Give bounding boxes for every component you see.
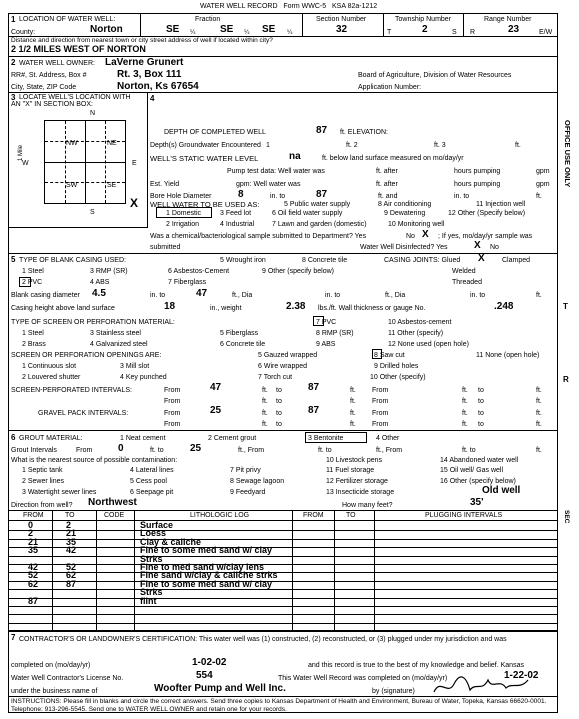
range-label: Range Number xyxy=(484,16,532,23)
casing-weight: 2.38 xyxy=(286,301,306,312)
direction-value: Northwest xyxy=(88,497,137,508)
license-number: 554 xyxy=(196,670,213,681)
township-number: 2 xyxy=(422,24,428,35)
log-header-to: TO xyxy=(65,512,75,519)
bore-diameter: 8 xyxy=(238,189,244,200)
log-description: Loess xyxy=(140,528,167,539)
location-label: LOCATION OF WATER WELL: xyxy=(19,16,116,23)
depth-value: 87 xyxy=(316,125,328,136)
log-description: Fine to med sand w/clay lens xyxy=(140,562,265,572)
log-header-plug-from: FROM xyxy=(303,512,324,519)
gravel-to: 87 xyxy=(308,405,320,416)
fraction-label: Fraction xyxy=(195,16,221,23)
grout-from: 0 xyxy=(118,443,124,454)
section-1-number: 1 xyxy=(11,15,16,24)
log-from: 35 xyxy=(28,545,39,556)
section-number-label: Section Number xyxy=(316,16,367,23)
log-description: Fine to some med sand w/ clay xyxy=(140,578,273,589)
signature xyxy=(430,672,540,698)
application-number-label: Application Number: xyxy=(358,84,422,91)
log-header-lithologic: LITHOLOGIC LOG xyxy=(190,512,250,519)
location-mark: X xyxy=(130,196,139,210)
log-description: Strks xyxy=(140,553,163,564)
township-label: Township Number xyxy=(395,16,452,23)
log-from: 62 xyxy=(28,578,39,589)
section-number: 32 xyxy=(336,24,348,35)
bore-depth: 87 xyxy=(316,189,328,200)
distance-value: 2 1/2 MILES WEST OF NORTON xyxy=(11,44,146,54)
section-3-number: 3 xyxy=(11,93,16,102)
log-from: 87 xyxy=(28,595,39,606)
log-description: Strks xyxy=(140,587,163,598)
other-contamination: Old well xyxy=(482,485,521,496)
section-2-number: 2 xyxy=(11,58,16,67)
casing-depth: 47 xyxy=(196,288,208,299)
log-from: 42 xyxy=(28,562,39,572)
address-value: Rt. 3, Box 111 xyxy=(117,69,182,80)
address-label: RR#, St. Address, Box # xyxy=(11,72,87,79)
casing-label: TYPE OF BLANK CASING USED: xyxy=(19,257,126,264)
section-6-number: 6 xyxy=(11,433,16,442)
log-description: Clay & caliche xyxy=(140,536,202,547)
log-description: Surface xyxy=(140,520,174,530)
static-level-label: WELL'S STATIC WATER LEVEL xyxy=(150,154,259,163)
log-to: 35 xyxy=(66,536,77,547)
fraction-2: SE xyxy=(220,24,234,35)
log-description: Fine sand w/clay & caliche strks xyxy=(140,570,278,581)
feet-value: 35' xyxy=(470,497,484,508)
log-header-plugging: PLUGGING INTERVALS xyxy=(425,512,503,519)
log-header-plug-to: TO xyxy=(346,512,356,519)
bore-label: Bore Hole Diameter xyxy=(150,193,212,200)
section-5-number: 5 xyxy=(11,255,16,264)
section-4-number: 4 xyxy=(150,94,155,103)
log-header-code: CODE xyxy=(104,512,125,519)
city-label: City, State, ZIP Code xyxy=(11,84,77,91)
perforated-from: 47 xyxy=(210,382,222,393)
depth-label: DEPTH OF COMPLETED WELL xyxy=(164,129,266,136)
board-label: Board of Agriculture, Division of Water Resources xyxy=(358,72,512,79)
fraction-1: SE xyxy=(166,24,180,35)
log-description: Fine to some med sand w/ clay xyxy=(140,545,273,556)
perforated-to: 87 xyxy=(308,382,320,393)
log-from: 0 xyxy=(28,520,34,530)
use-label: WELL WATER TO BE USED AS: xyxy=(150,200,260,209)
log-to: 62 xyxy=(66,570,77,581)
section-7-number: 7 xyxy=(11,633,16,642)
log-description: flint xyxy=(140,595,157,606)
gauge-value: .248 xyxy=(494,301,514,312)
distance-label: Distance and direction from nearest town or city street address of well if located within city? xyxy=(11,37,273,44)
county-label: County: xyxy=(11,29,36,36)
gravel-from: 25 xyxy=(210,405,222,416)
owner-value: LaVerne Grunert xyxy=(105,57,184,68)
groundwater-label: Depth(s) Groundwater Encountered xyxy=(150,142,261,149)
log-from: 21 xyxy=(28,536,39,547)
casing-diameter: 4.5 xyxy=(92,288,106,299)
log-to: 87 xyxy=(66,578,77,589)
city-value: Norton, Ks 67654 xyxy=(117,81,199,92)
section-box-grid xyxy=(44,120,126,204)
range-number: 23 xyxy=(508,24,520,35)
log-from: 52 xyxy=(28,570,39,581)
office-use-label: OFFICE USE ONLY xyxy=(563,120,572,188)
business-name: Woofter Pump and Well Inc. xyxy=(154,683,286,694)
instructions: INSTRUCTIONS: Please fill in blanks and circle the correct answers. Send three copies to Kansas Department of Health and Environment, Bureau of Water, Topeka, Kansas 66620-0001. Telephone: 913-296-5545. Send one to WATER WELL OWNER and retain one for your records. xyxy=(11,698,547,713)
completed-date: 1-02-02 xyxy=(192,657,227,668)
log-to: 21 xyxy=(66,528,77,539)
log-to: 52 xyxy=(66,562,77,572)
owner-label: WATER WELL OWNER: xyxy=(19,60,95,67)
casing-height: 18 xyxy=(164,301,176,312)
certification-text: CONTRACTOR'S OR LANDOWNER'S CERTIFICATION: This water well was (1) constructed, (2) reconstructed, or (3) plugged under my jurisdiction and was xyxy=(19,636,507,643)
log-to: 42 xyxy=(66,545,77,556)
form-title: WATER WELL RECORD Form WWC-5 KSA 82a-1212 xyxy=(200,3,378,10)
record-date: 1-22-02 xyxy=(504,670,539,681)
grout-to: 25 xyxy=(190,443,202,454)
fraction-3: SE xyxy=(262,24,276,35)
log-header-from: FROM xyxy=(23,512,44,519)
log-to: 2 xyxy=(66,520,72,530)
log-from: 2 xyxy=(28,528,34,539)
static-level-value: na xyxy=(289,151,301,162)
county-value: Norton xyxy=(90,24,123,35)
